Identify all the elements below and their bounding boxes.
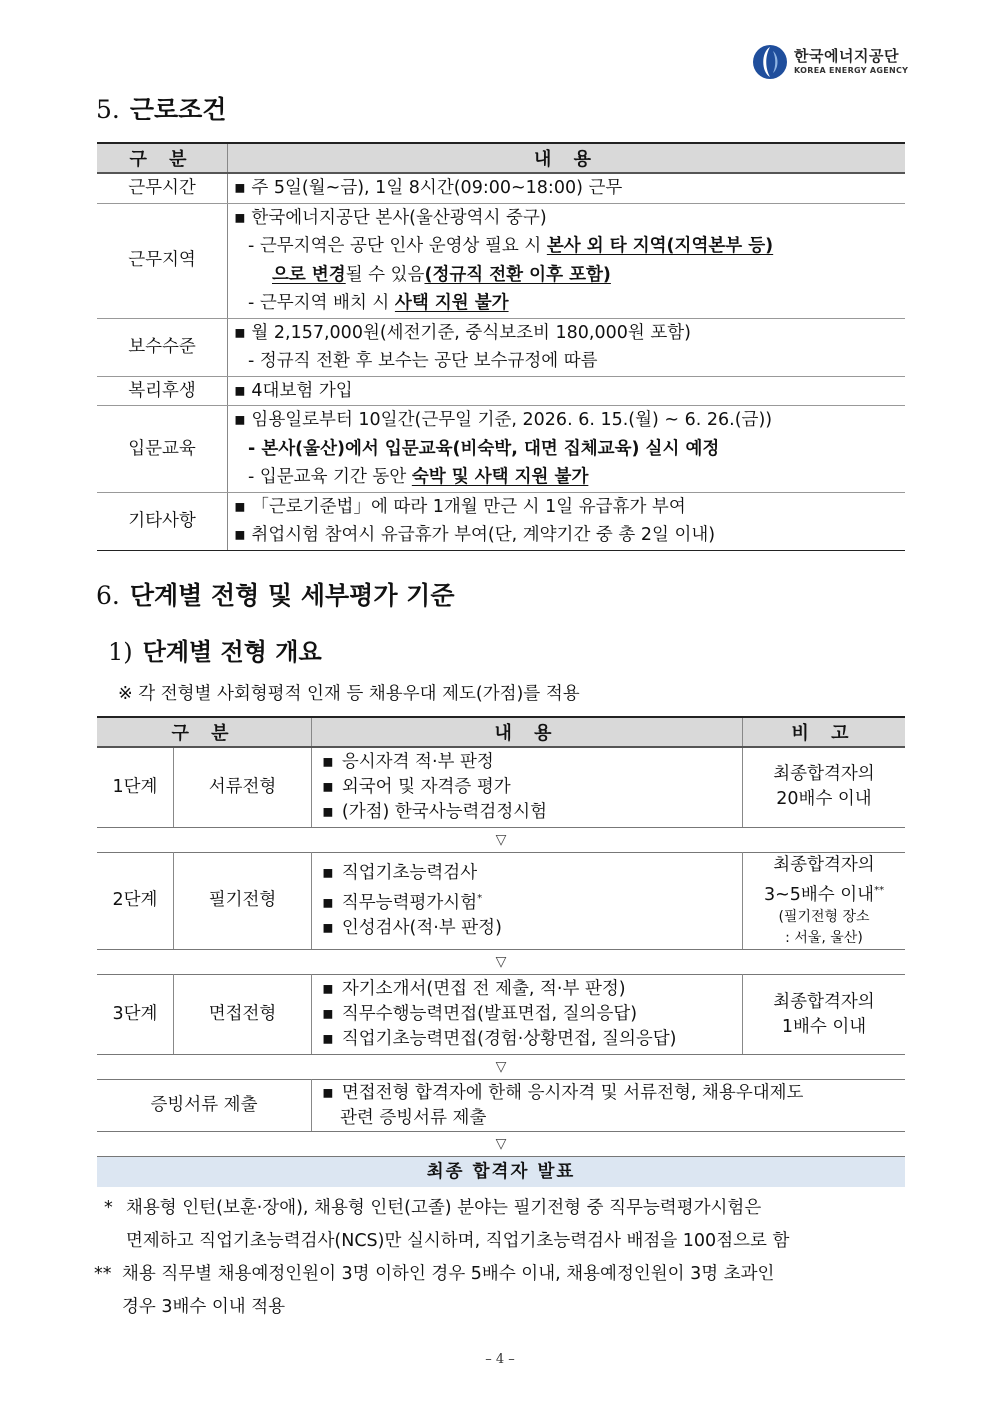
section-5-title: 근로조건 (129, 95, 227, 124)
remark-line: 20배수 이내 (776, 789, 872, 810)
section-6-title: 단계별 전형 및 세부평가 기준 (129, 581, 455, 610)
row-label: 기타사항 (97, 492, 228, 550)
table-row (97, 318, 905, 376)
list-item: ▪ 인성검사(적·부 판정) (322, 916, 742, 941)
col-header-remark: 비 고 (743, 717, 906, 747)
row-line: ▪ 주 5일(월~금), 1일 8시간(09:00~18:00) 근무 (234, 178, 623, 198)
section-6-heading (96, 576, 454, 612)
table-row (97, 406, 905, 493)
row-label: 근무시간 (97, 173, 228, 203)
row-label: 복리후생 (97, 376, 228, 406)
list-item: ▪ 직무수행능력면접(발표면접, 질의응답) (322, 1002, 742, 1027)
working-conditions-table (97, 142, 905, 551)
final-row (97, 1157, 905, 1188)
row-line: - 근무지역 배치 시 사택 지원 불가 (248, 293, 509, 313)
row-line: ▪ 취업시험 참여시 유급휴가 부여(단, 계약기간 중 총 2일 이내) (234, 525, 716, 545)
col-header-content: 내 용 (312, 717, 743, 747)
row-line: ▪ 4대보험 가입 (234, 380, 353, 401)
stage-row (97, 975, 905, 1055)
table-row (97, 173, 905, 203)
table-row (97, 376, 905, 406)
remark-small-line: : 서울, 울산) (785, 930, 863, 947)
page-number: – 4 – (485, 1352, 515, 1367)
list-item: ▪ (가점) 한국사능력검정시험 (322, 800, 742, 825)
list-item: ▪ 외국어 및 자격증 평가 (322, 775, 742, 800)
stage-number: 1단계 (97, 747, 174, 827)
arrow-row (97, 827, 905, 852)
subsection-1-title: 단계별 전형 개요 (142, 638, 322, 666)
row-line: - 근무지역은 공단 인사 운영상 필요 시 본사 외 타 지역(지역본부 등) (248, 236, 774, 256)
stage-row (97, 747, 905, 827)
row-line: ▪ 임용일로부터 10일간(근무일 기준, 2026. 6. 15.(월) ~ 6. 26.(금)) (234, 410, 773, 430)
table-row (97, 203, 905, 318)
docs-text: ▪ 면접전형 합격자에 한해 응시자격 및 서류전형, 채용우대제도 (322, 1081, 905, 1106)
row-line: ▪ 월 2,157,000원(세전기준, 중식보조비 180,000원 포함) (234, 322, 691, 343)
stage-number: 3단계 (97, 975, 174, 1055)
stage-name: 필기전형 (174, 852, 312, 950)
remark-line: 3~5배수 이내** (763, 884, 885, 905)
row-line: - 입문교육 기간 동안 숙박 및 사택 지원 불가 (248, 467, 589, 487)
list-item: ▪ 직업기초능력검사 (322, 861, 742, 886)
subsection-1-heading (108, 632, 322, 667)
emphasis-text: (정규직 전환 이후 포함) (424, 264, 611, 285)
stage-row (97, 852, 905, 950)
docs-name: 증빙서류 제출 (97, 1080, 312, 1132)
down-arrow-icon: ▽ (495, 1136, 507, 1153)
stage-number: 2단계 (97, 852, 174, 950)
emphasis-text: 숙박 및 사택 지원 불가 (411, 467, 589, 487)
section-6-number: 6. (96, 581, 120, 610)
screening-stages-table (97, 716, 905, 1187)
docs-text: 관련 증빙서류 제출 (340, 1107, 487, 1128)
agency-logo (752, 44, 908, 80)
remark-line: 최종합격자의 (773, 854, 875, 875)
footnote-mark: * (477, 893, 483, 904)
stage-name: 서류전형 (174, 747, 312, 827)
row-line: - 정규직 전환 후 보수는 공단 보수규정에 따름 (248, 351, 598, 371)
down-arrow-icon: ▽ (495, 954, 507, 971)
preference-note: ※ 각 전형별 사회형평적 인재 등 채용우대 제도(가점)를 적용 (118, 684, 580, 704)
remark-line: 최종합격자의 (773, 764, 875, 785)
remark-line: 최종합격자의 (773, 991, 875, 1012)
section-5-number: 5. (96, 95, 120, 124)
remark-line: 1배수 이내 (781, 1016, 867, 1037)
row-line: - 본사(울산)에서 입문교육(비숙박, 대면 집체교육) 실시 예정 (248, 438, 720, 459)
emphasis-text: 본사 외 타 지역(지역본부 등) (546, 236, 774, 256)
table-header-row (97, 143, 905, 173)
list-item: ▪ 직업기초능력면접(경험·상황면접, 질의응답) (322, 1027, 742, 1052)
row-line: ▪ 한국에너지공단 본사(울산광역시 중구) (234, 207, 547, 228)
logo-name-ko: 한국에너지공단 (794, 47, 899, 65)
arrow-row (97, 1055, 905, 1080)
remark-small-line: (필기전형 장소 (778, 909, 870, 926)
col-header-category: 구 분 (97, 143, 228, 173)
table-row (97, 492, 905, 550)
list-item: ▪ 자기소개서(면접 전 제출, 적·부 판정) (322, 977, 742, 1002)
row-line: ▪ 「근로기준법」에 따라 1개월 만근 시 1일 유급휴가 부여 (234, 496, 686, 517)
arrow-row (97, 1132, 905, 1157)
final-announcement: 최종 합격자 발표 (97, 1157, 905, 1188)
section-5-heading (96, 90, 226, 126)
footnote: ** 채용 직무별 채용예정인원이 3명 이하인 경우 5배수 이내, 채용예정인원이 3명 초과인 경우 3배수 이내 적용 (94, 1258, 906, 1324)
row-line: 으로 변경될 수 있음(정규직 전환 이후 포함) (272, 264, 611, 285)
agency-logo-icon (752, 44, 788, 80)
footnote: * 채용형 인턴(보훈·장애), 채용형 인턴(고졸) 분야는 필기전형 중 직무능력평가시험은 면제하고 직업기초능력검사(NCS)만 실시하며, 직업기초능력검사 배점을 100점으로 함 (104, 1192, 906, 1258)
footnote-mark: ** (94, 1264, 112, 1284)
down-arrow-icon: ▽ (495, 831, 507, 848)
list-item: ▪ 직무능력평가시험* (322, 886, 742, 916)
subsection-1-number: 1) (108, 638, 133, 666)
footnote-mark: * (104, 1198, 113, 1218)
col-header-content: 내 용 (228, 143, 906, 173)
logo-name-en: KOREA ENERGY AGENCY (794, 66, 909, 75)
footnote-mark: ** (874, 884, 885, 896)
down-arrow-icon: ▽ (495, 1059, 507, 1076)
table-header-row (97, 717, 905, 747)
docs-row (97, 1080, 905, 1132)
emphasis-text: 사택 지원 불가 (394, 293, 509, 313)
row-label: 입문교육 (97, 406, 228, 493)
row-label: 근무지역 (97, 203, 228, 318)
stage-name: 면접전형 (174, 975, 312, 1055)
col-header-category: 구 분 (97, 717, 312, 747)
row-label: 보수수준 (97, 318, 228, 376)
list-item: ▪ 응시자격 적·부 판정 (322, 750, 742, 775)
emphasis-text: 으로 변경 (272, 264, 346, 285)
arrow-row (97, 950, 905, 975)
